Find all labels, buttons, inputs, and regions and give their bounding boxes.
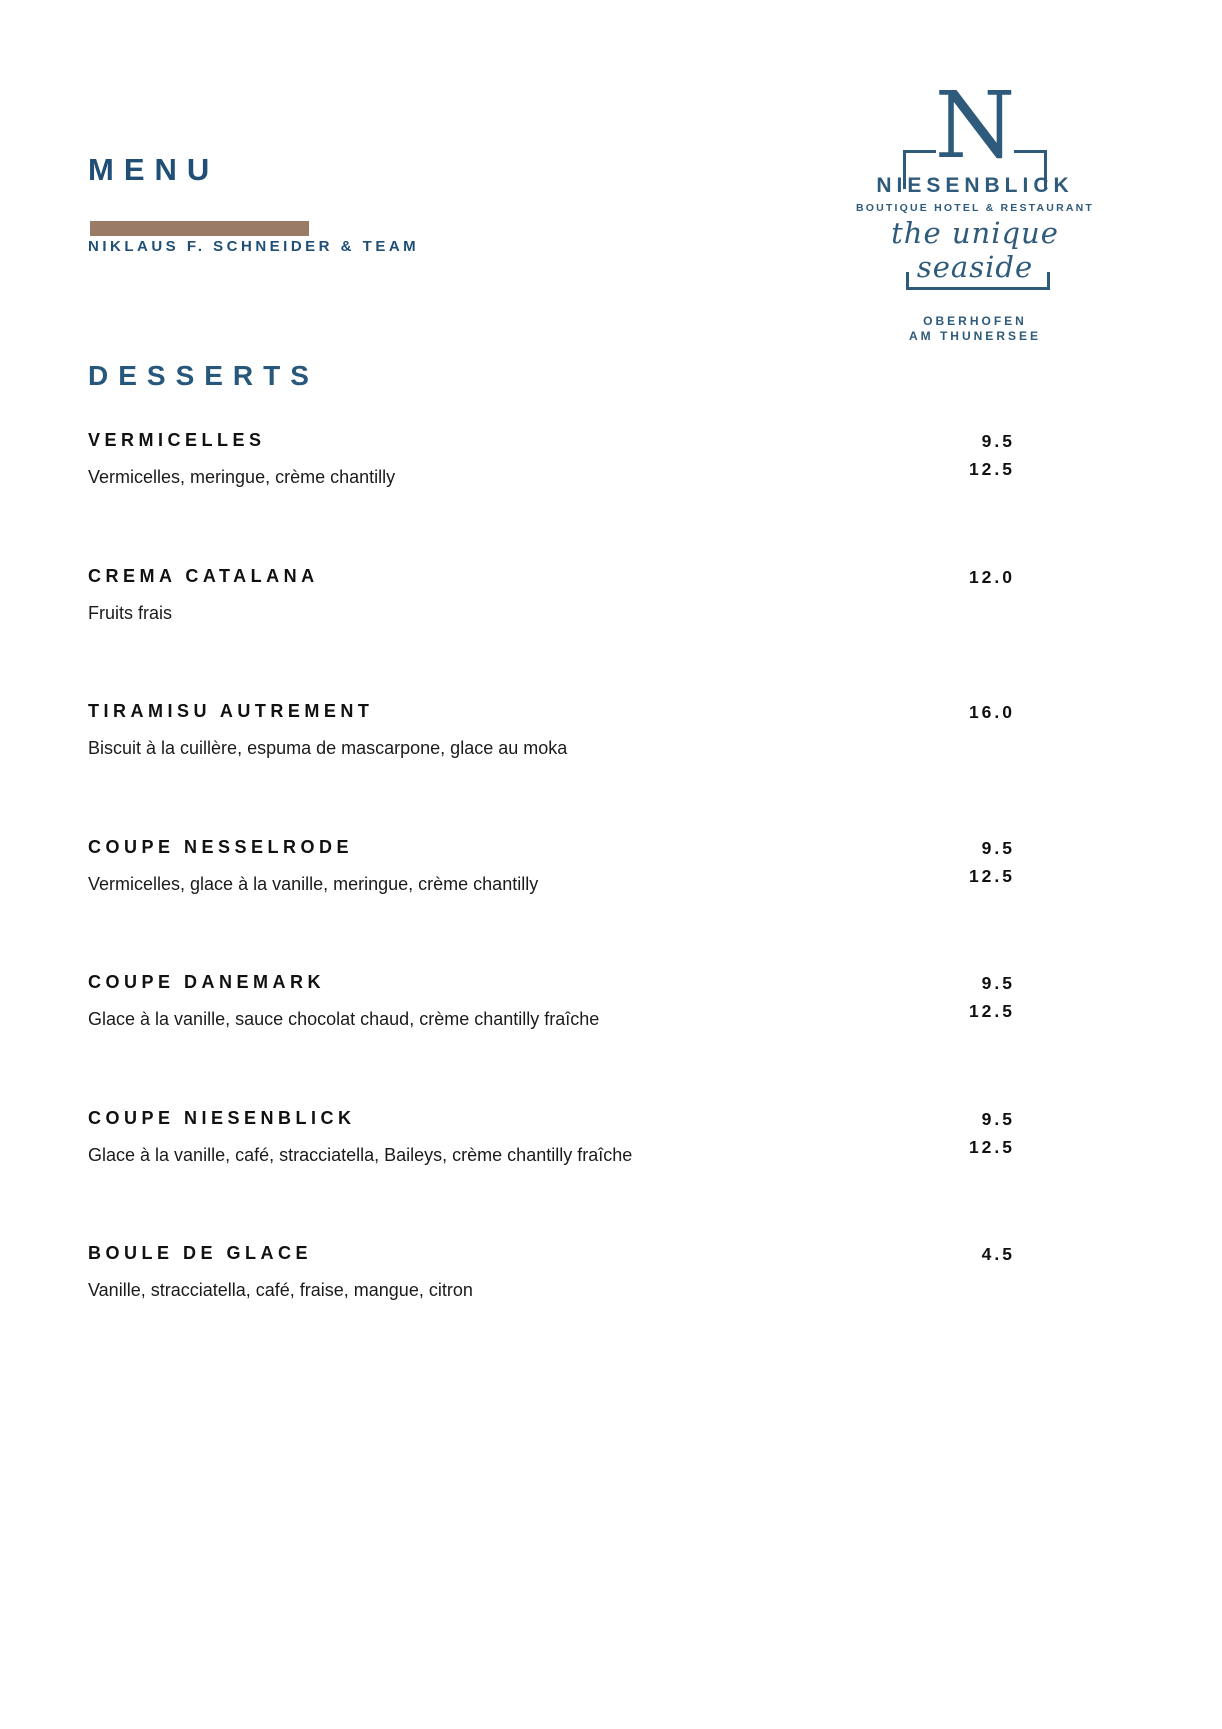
menu-item-price-large: 12.5 [968,459,1015,479]
menu-item-prices [968,698,1015,726]
brand-location-line1: OBERHOFEN [923,314,1027,328]
menu-item-description: Vermicelles, meringue, crème chantilly [88,467,396,487]
menu-item-price-large: 12.5 [968,865,1015,886]
brand-tagline: BOUTIQUE HOTEL & RESTAURANT [855,202,1095,214]
menu-item [88,701,1015,837]
menu-item-prices [968,834,1015,890]
menu-item-price-small: 9.5 [981,973,1015,993]
menu-items-list [88,430,1015,1379]
menu-item-name: COUPE NESSELRODE [88,836,354,857]
menu-item-description: Fruits frais [88,602,173,623]
menu-item-name: COUPE DANEMARK [88,972,326,992]
logo-monogram-n: N [934,72,1016,179]
section-title-desserts: DESSERTS [88,360,319,391]
menu-item-prices [968,427,1015,483]
menu-item-name: VERMICELLES [88,430,266,450]
menu-item-prices [968,1105,1015,1161]
brand-name: NIESENBLICK [876,174,1074,197]
menu-item-prices [981,1240,1015,1268]
team-subtitle: NIKLAUS F. SCHNEIDER & TEAM [88,238,420,255]
menu-item-price-large: 12.5 [968,1001,1015,1021]
menu-item-prices [968,563,1015,591]
brand-script-motto: the unique seaside [891,216,1059,284]
menu-item-price-small: 4.5 [981,1244,1015,1264]
title-underline-bar [90,221,309,236]
menu-item-description: Glace à la vanille, café, stracciatella, Baileys, crème chantilly fraîche [88,1144,633,1165]
menu-item [88,565,1015,702]
menu-item-description: Vermicelles, glace à la vanille, meringue, crème chantilly [88,873,539,894]
menu-item-price-small: 9.5 [981,1108,1015,1129]
brand-location-line2: AM THUNERSEE [908,329,1041,343]
menu-item-name: BOULE DE GLACE [88,1243,313,1263]
menu-item [88,1107,1015,1244]
menu-item [88,430,1015,566]
menu-item-description: Biscuit à la cuillère, espuma de mascarpone, glace au moka [88,738,568,758]
menu-item-price-small: 12.0 [968,566,1015,587]
menu-item [88,836,1015,973]
logo-bracket-bottom [906,272,1050,290]
brand-logo [848,72,1102,362]
menu-item-name: TIRAMISU AUTREMENT [88,701,374,721]
menu-item-name: CREMA CATALANA [88,565,319,586]
menu-item-name: COUPE NIESENBLICK [88,1107,356,1128]
menu-item [88,1243,1015,1379]
menu-item-description: Glace à la vanille, sauce chocolat chaud, crème chantilly fraîche [88,1009,600,1029]
menu-item-price-small: 9.5 [981,837,1015,858]
menu-item-price-large: 12.5 [968,1136,1015,1157]
page-title: MENU [88,152,220,187]
menu-item-description: Vanille, stracciatella, café, fraise, mangue, citron [88,1280,473,1300]
menu-item [88,972,1015,1108]
menu-item-price-small: 16.0 [968,702,1015,722]
menu-item-price-small: 9.5 [981,431,1015,451]
menu-item-prices [968,969,1015,1025]
